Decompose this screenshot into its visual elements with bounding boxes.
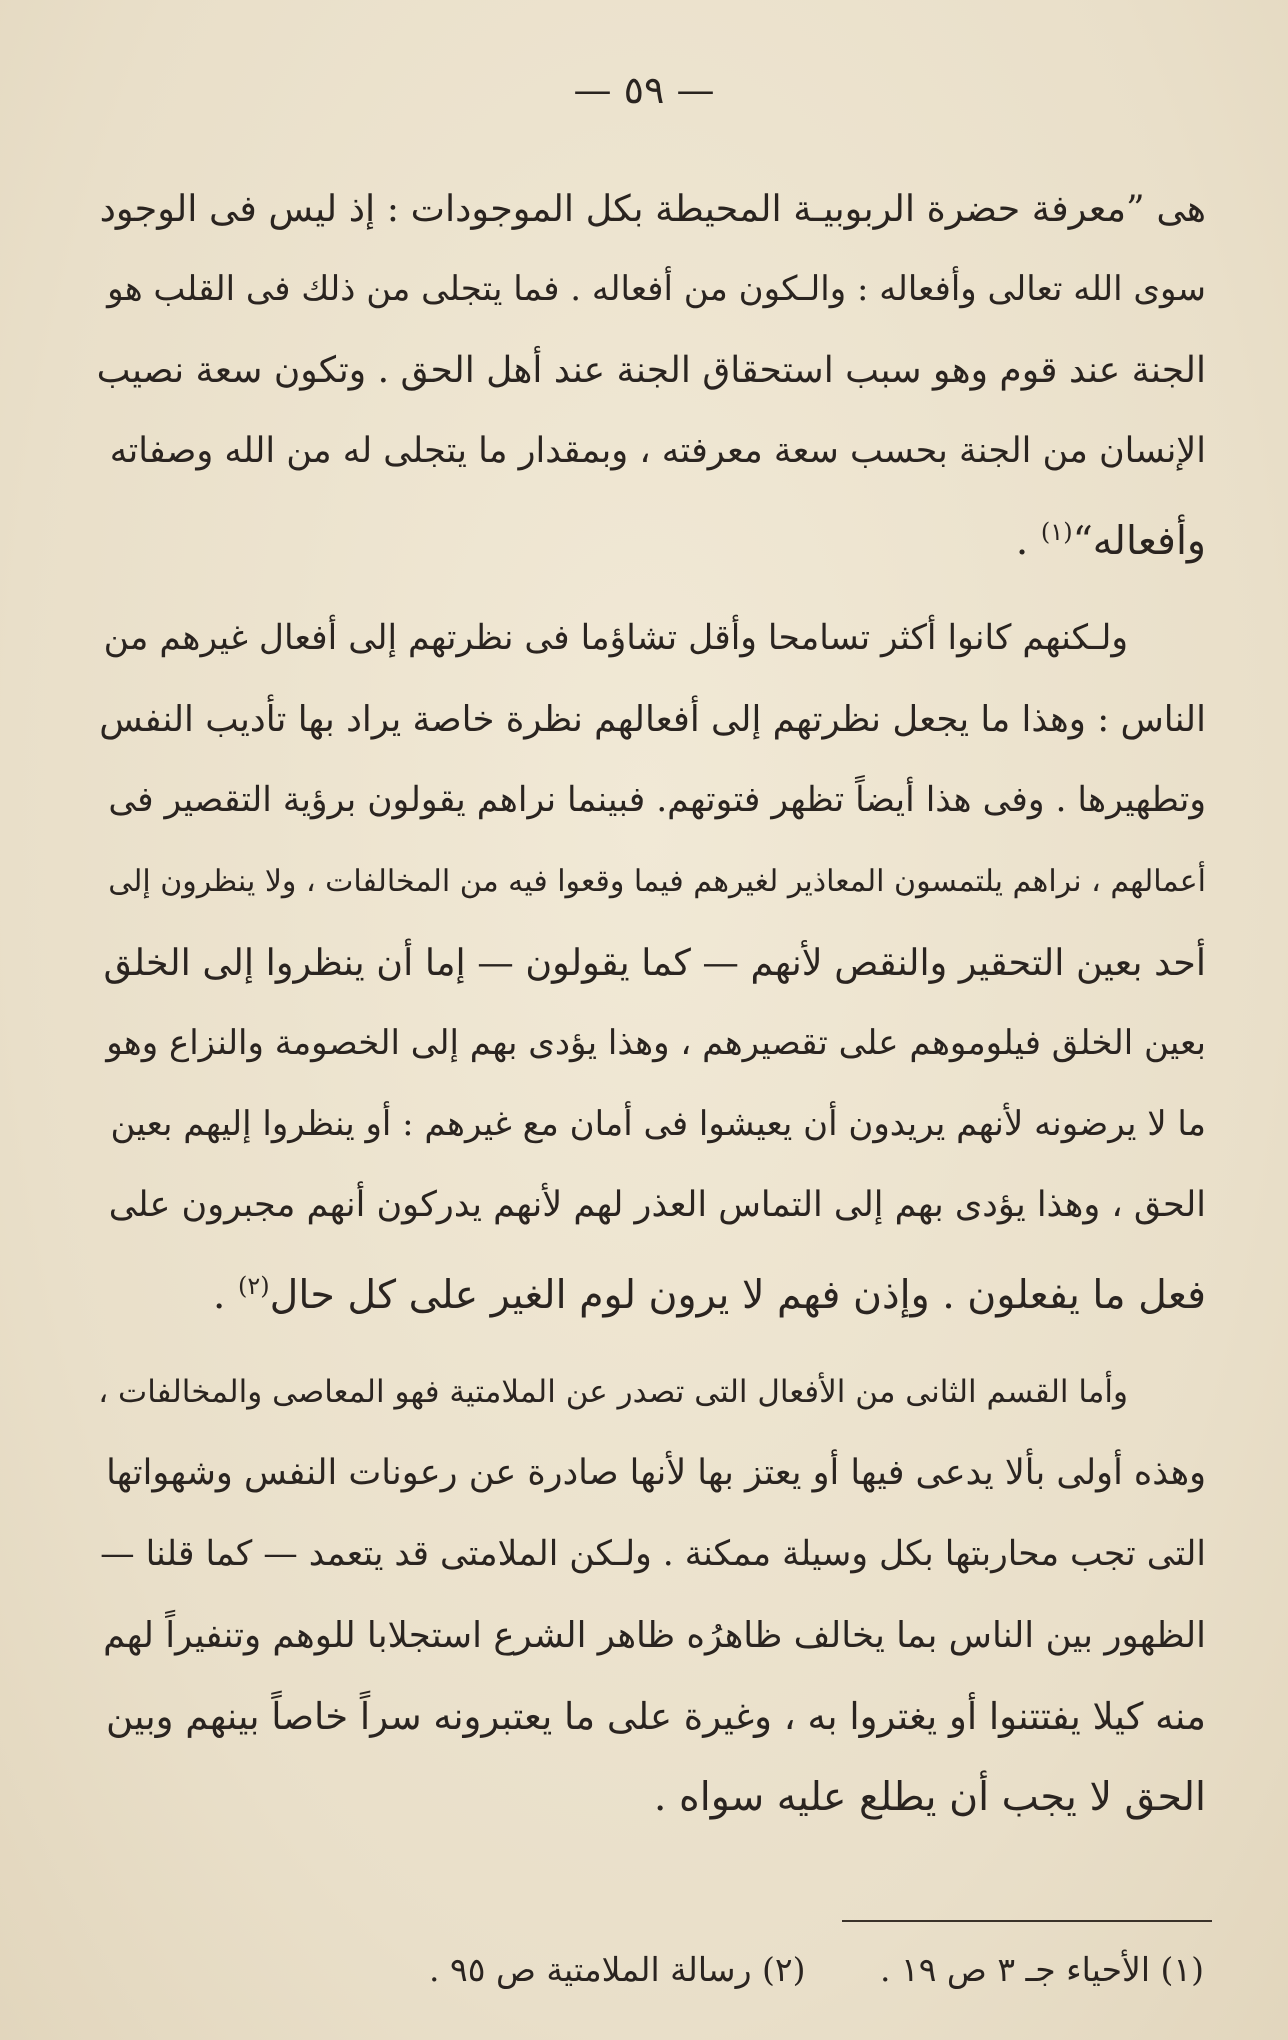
text-fragment: فعل ما يفعلون . وإذن فهم لا يرون لوم الغير على كل حال [269,1272,1206,1318]
text-line-last [96,492,1206,582]
footnote-divider [842,1920,1212,1922]
footnote-2: (٢) رسالة الملامتية ص ٩٥ . [429,1950,806,1989]
text-line: هى ”معرفة حضرة الربوبيـة المحيطة بكل الموجودات : إذ ليس فى الوجود [99,187,1206,230]
text-line: الظهور بين الناس بما يخالف ظاهرُه ظاهر الشرع استجلابا للوهم وتنفيراً لهم [103,1615,1206,1656]
text-line-last [96,1246,1206,1336]
text-fragment: . [1015,518,1041,564]
paragraph-2 [96,598,1206,1336]
text-line: أحد بعين التحقير والنقص لأنهم — كما يقولون — إما أن ينظروا إلى الخلق [103,941,1206,984]
text-line: وهذه أولى بألا يدعى فيها أو يعتز بها لأنها صادرة عن رعونات النفس وشهواتها [106,1453,1206,1493]
text-line: بعين الخلق فيلوموهم على تقصيرهم ، وهذا يؤدى بهم إلى الخصومة والنزاع وهو [106,1023,1206,1063]
text-line: ولـكنهم كانوا أكثر تسامحا وأقل تشاؤما فى نظرتهم إلى أفعال غيرهم من [103,618,1128,658]
text-fragment: . [212,1272,239,1318]
text-line: الإنسان من الجنة بحسب سعة معرفته ، وبمقدار ما يتجلى له من الله وصفاته [109,431,1206,471]
text-line: التى تجب محاربتها بكل وسيلة ممكنة . ولـكن الملامتى قد يتعمد — كما قلنا — [100,1534,1206,1574]
text-line: الجنة عند قوم وهو سبب استحقاق الجنة عند أهل الحق . وتكون سعة نصيب [96,350,1206,391]
body-text [96,168,1206,1838]
footnote-ref: (١) [1040,518,1073,546]
page-number: — ٥٩ — [573,68,715,112]
paragraph-1 [96,168,1206,582]
footnotes [94,1950,1204,1989]
text-line: الحق ، وهذا يؤدى بهم إلى التماس العذر لهم لأنهم يدركون أنهم مجبرون على [108,1185,1206,1225]
text-line: الناس : وهذا ما يجعل نظرتهم إلى أفعالهم نظرة خاصة يراد بها تأديب النفس [99,699,1206,740]
text-line: منه كيلا يفتتنوا أو يغتروا به ، وغيرة على ما يعتبرونه سراً خاصاً بينهم وبين [105,1695,1206,1738]
paragraph-3 [96,1352,1206,1838]
text-fragment: وأفعاله“ [1072,518,1206,564]
text-line: الحق لا يجب أن يطلع عليه سواه . [653,1774,1206,1820]
footnote-1: (١) الأحياء جـ ٣ ص ١٩ . [879,1950,1204,1989]
text-line: أعمالهم ، نراهم يلتمسون المعاذير لغيرهم فيما وقعوا فيه من المخالفات ، ولا ينظرون إلى [108,864,1206,899]
text-line: وأما القسم الثانى من الأفعال التى تصدر عن الملامتية فهو المعاصى والمخالفات ، [98,1374,1128,1410]
text-line: وتطهيرها . وفى هذا أيضاً تظهر فتوتهم. فبينما نراهم يقولون برؤية التقصير فى [108,780,1206,820]
text-line: سوى الله تعالى وأفعاله : والـكون من أفعاله . فما يتجلى من ذلك فى القلب هو [107,269,1206,309]
footnote-ref: (٢) [238,1272,270,1300]
text-line: ما لا يرضونه لأنهم يريدون أن يعيشوا فى أمان مع غيرهم : أو ينظروا إليهم بعين [110,1104,1206,1144]
